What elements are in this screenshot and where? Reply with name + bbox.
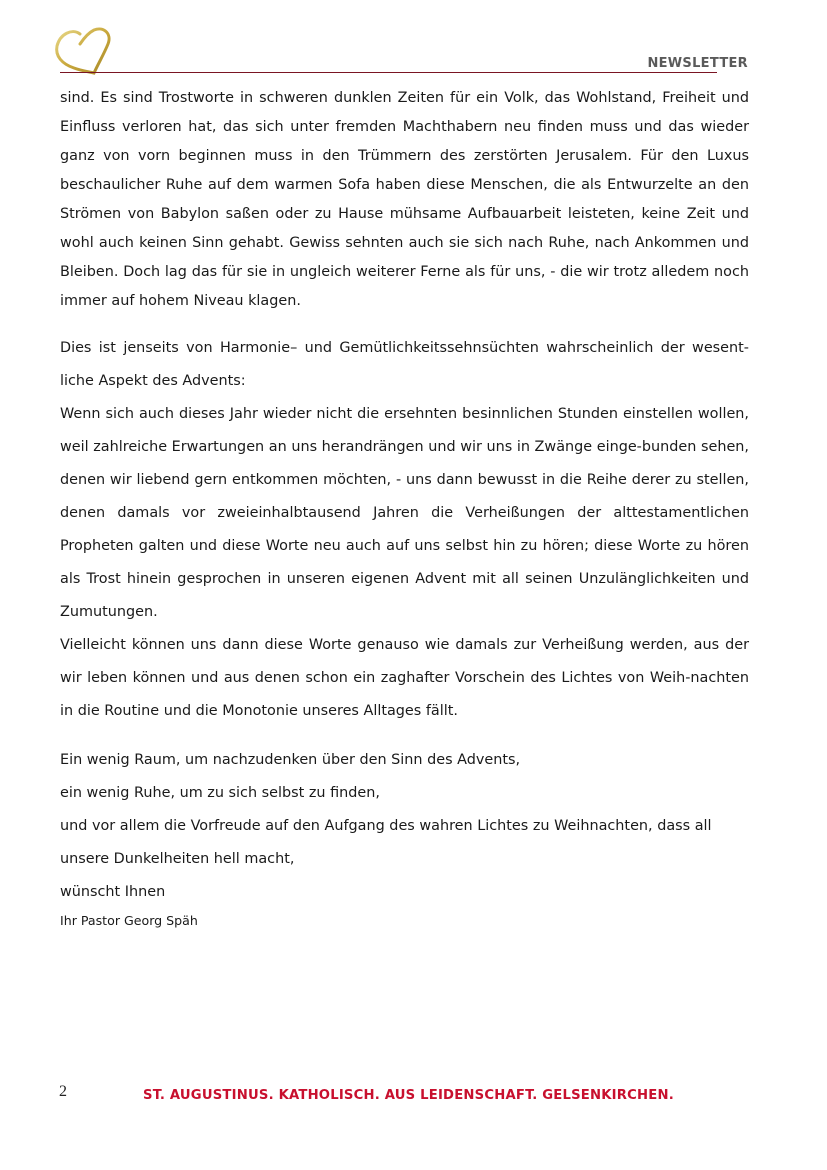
header-divider (60, 72, 717, 73)
closing-line-2: ein wenig Ruhe, um zu sich selbst zu finden, (60, 785, 380, 801)
paragraph-3: Wenn sich auch dieses Jahr wieder nicht die ersehnten besinnlichen Stunden einstellen wollen, weil zahlreiche Erwartungen an uns herandrängen und wir uns in Zwänge einge-bunden sehen, denen wir liebend gern entkommen möchten, - uns dann bewusst in die Reihe derer zu stellen, denen damals vor zweieinhalbtausend Jahren die Verheißungen der alttestamentlichen Propheten galten und diese Worte neu auch auf uns selbst hin zu hören; diese Worte zu hören als Trost hinein gesprochen in unseren eigenen Advent mit all seinen Unzulänglichkeiten und Zumutungen. (60, 406, 749, 620)
newsletter-title: NEWSLETTER (647, 56, 748, 71)
closing-line-4: unsere Dunkelheiten hell macht, (60, 851, 295, 867)
paragraph-1: sind. Es sind Trostworte in schweren dunklen Zeiten für ein Volk, das Wohlstand, Freiheit und Einfluss verloren hat, das sich unter fremden Machthabern neu finden muss und das wieder ganz von vorn beginnen muss in den Trümmern des zerstörten Jerusalem. Für den Luxus beschaulicher Ruhe auf dem warmen Sofa haben diese Menschen, die als Entwurzelte an den Strömen von Babylon saßen oder zu Hause mühsame Aufbauarbeit leisteten, keine Zeit und wohl auch keinen Sinn gehabt. Gewiss sehnten auch sie sich nach Ruhe, nach Ankommen und Bleiben. Doch lag das für sie in ungleich weiterer Ferne als für uns, - die wir trotz alledem noch immer auf hohem Niveau klagen. (60, 90, 749, 309)
footer-motto: ST. AUGUSTINUS. KATHOLISCH. AUS LEIDENSCHAFT. GELSENKIRCHEN. (143, 1088, 674, 1103)
paragraph-4: Vielleicht können uns dann diese Worte genauso wie damals zur Verheißung werden, aus der wir leben können und aus denen schon ein zaghafter Vorschein des Lichtes von Weih-nachten in die Routine und die Monotonie unseres Alltages fällt. (60, 637, 749, 719)
closing-line-5: wünscht Ihnen (60, 884, 166, 900)
page-number: 2 (59, 1083, 67, 1100)
closing-line-3: und vor allem die Vorfreude auf den Aufgang des wahren Lichtes zu Weihnachten, dass all (60, 818, 712, 834)
article-body (60, 84, 749, 933)
paragraph-2: Dies ist jenseits von Harmonie– und Gemütlichkeitssehnsüchten wahrscheinlich der wesent-liche Aspekt des Advents: (60, 340, 749, 389)
closing-line-1: Ein wenig Raum, um nachzudenken über den Sinn des Advents, (60, 752, 521, 768)
signature: Ihr Pastor Georg Späh (60, 913, 198, 928)
golden-heart-icon (52, 24, 114, 76)
